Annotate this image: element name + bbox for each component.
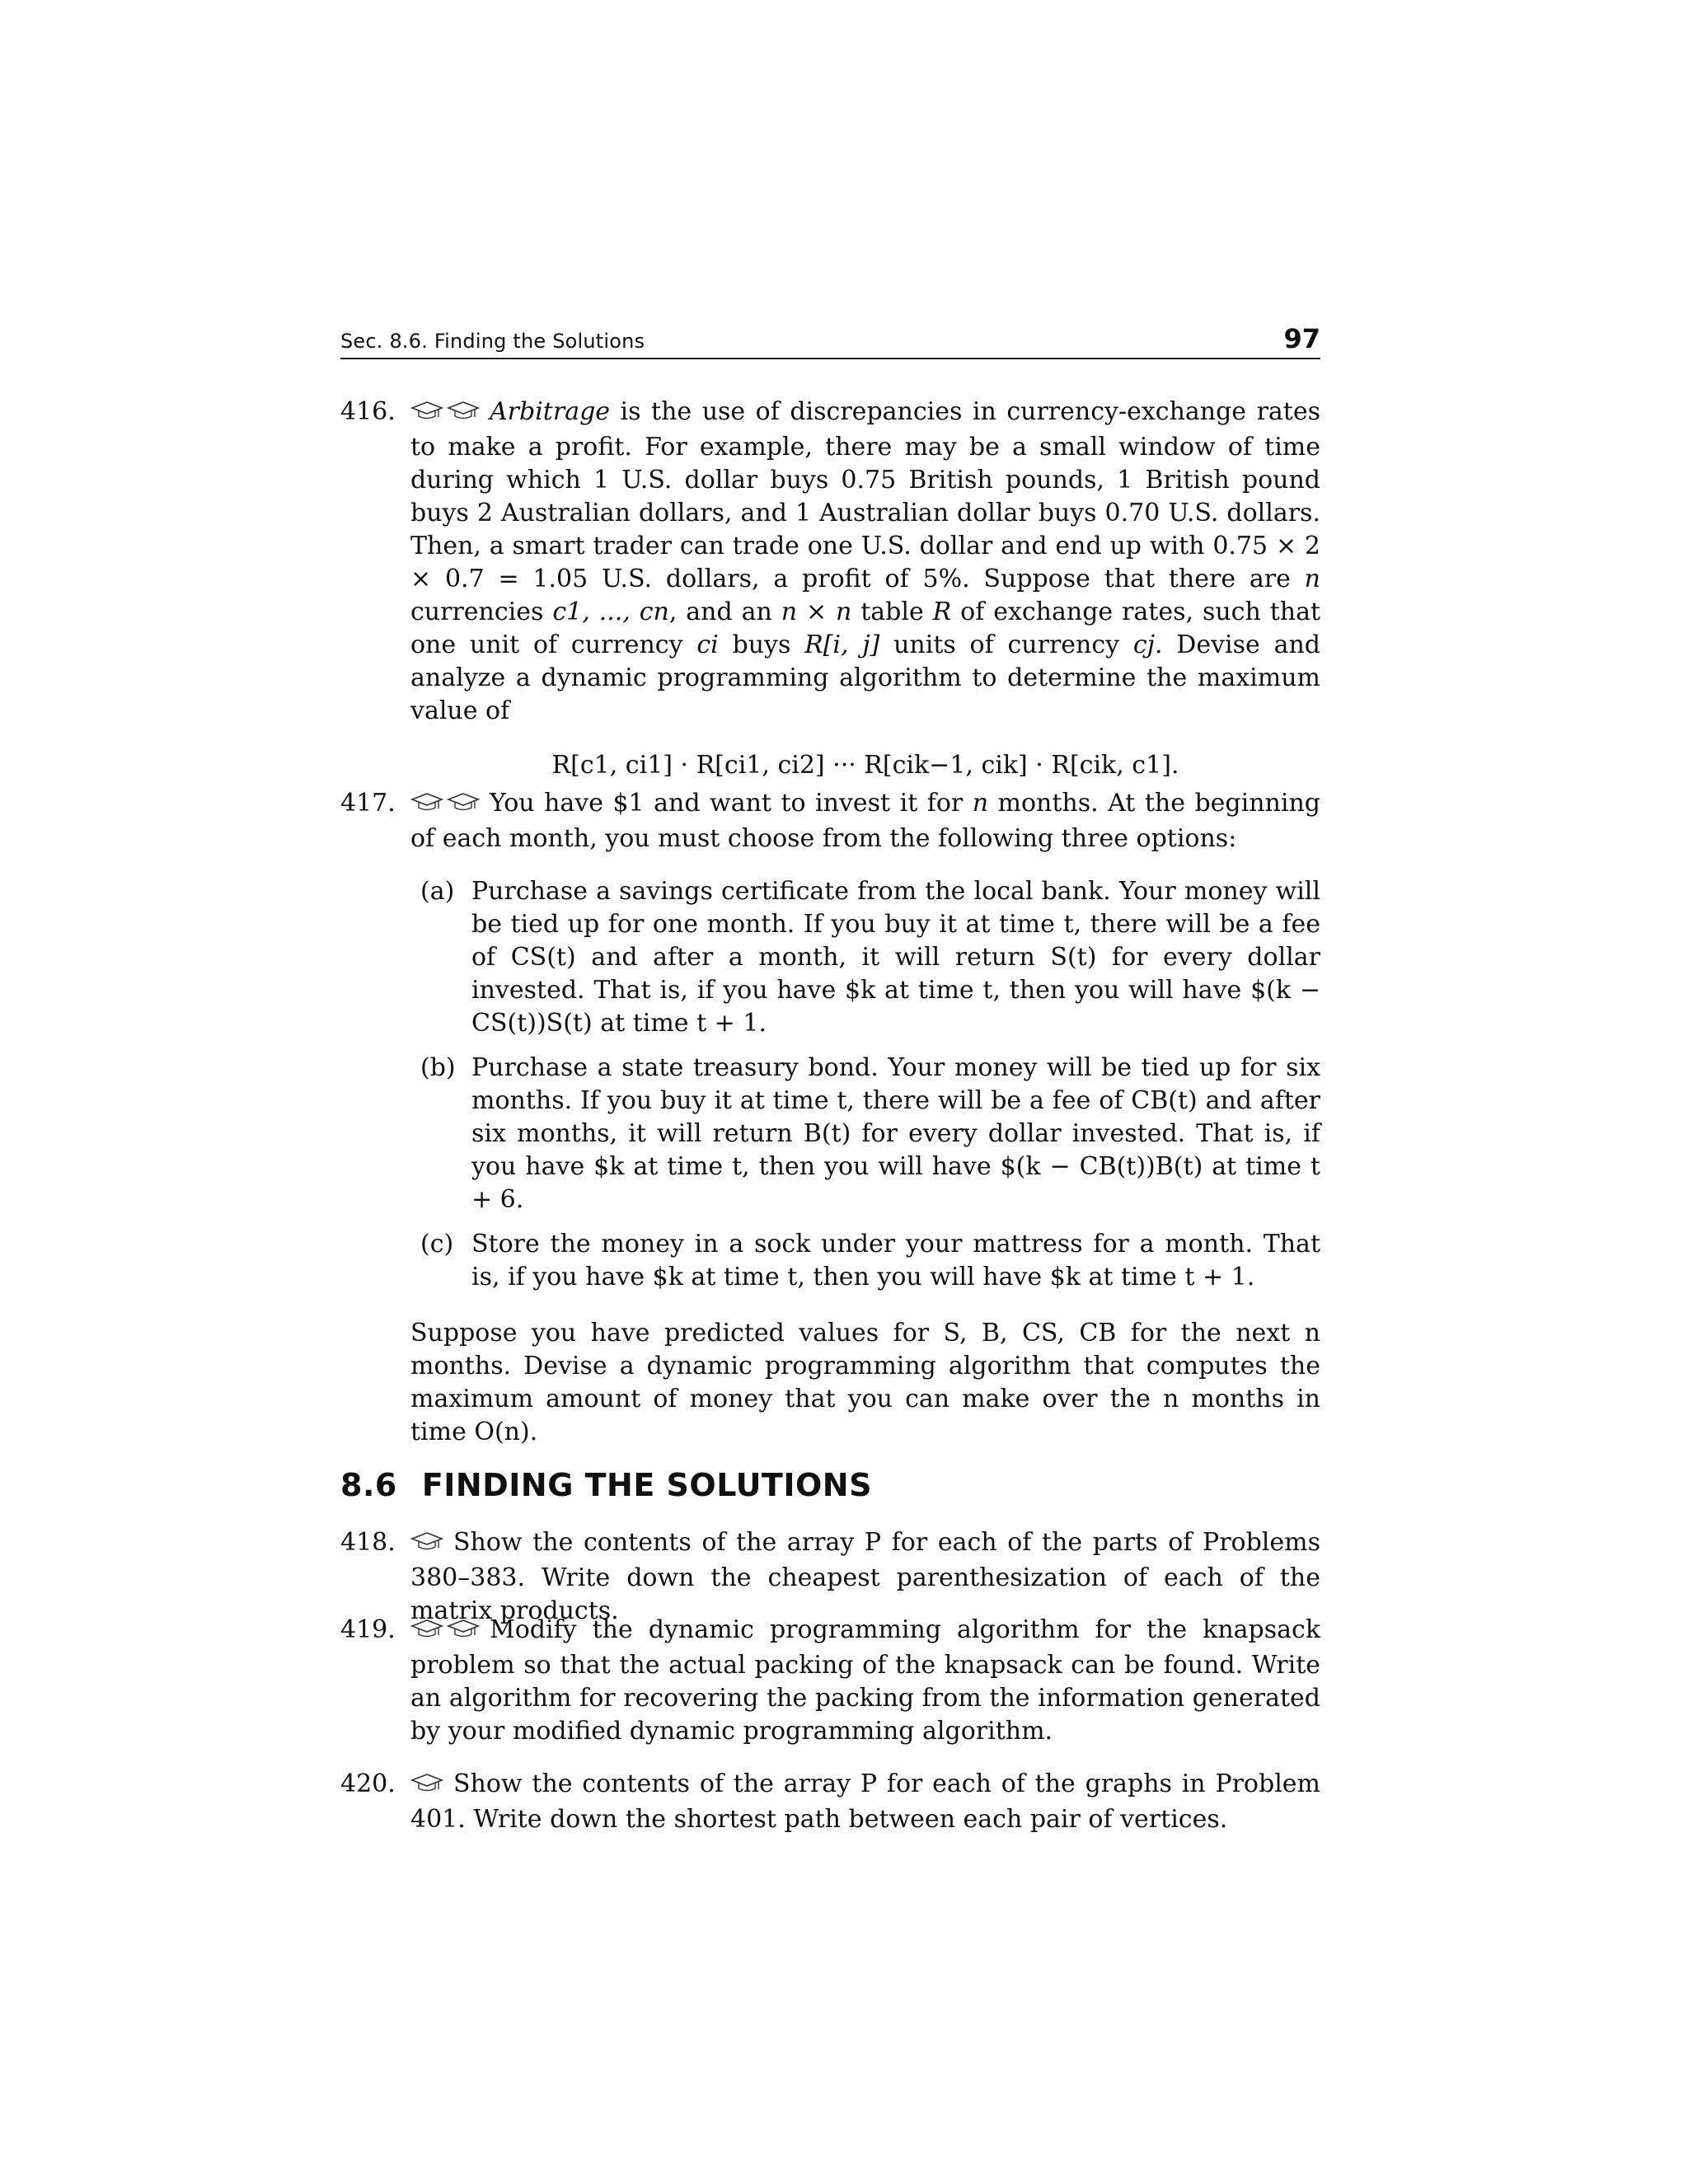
problem-420-text — [410, 1768, 1320, 1836]
problem-number: 417. — [340, 789, 396, 818]
option-a — [410, 875, 1320, 1040]
problem-419-text — [410, 1614, 1320, 1748]
problem-417 — [340, 787, 1320, 1449]
problem-416 — [340, 396, 1320, 782]
page-number: 97 — [1283, 323, 1320, 354]
text-run: Show the contents of the array P for each of the parts of Problems 380–383. Write down the cheapest parenthesization of each of the matrix products. — [410, 1528, 1320, 1625]
text-run: Show the contents of the array P for each of the graphs in Problem 401. Write down the shortest path between each pair of vertices. — [410, 1769, 1320, 1834]
option-text: Purchase a state treasury bond. Your money will be tied up for six months. If you buy it at time t, there will be a fee of CB(t) and after six months, it will return B(t) for every dollar invested. That is, if you have $k at time t, then you will have $(k − CB(t))B(t) at time t + 6. — [471, 1053, 1320, 1214]
graduation-cap-icon — [410, 1619, 443, 1640]
problem-417-text — [410, 787, 1320, 1449]
section-number: 8.6 — [340, 1467, 397, 1503]
option-label: (b) — [420, 1053, 456, 1082]
math-var: n — [972, 789, 989, 818]
graduation-cap-icon — [410, 1773, 443, 1794]
display-formula: R[c1, ci1] · R[ci1, ci2] ··· R[cik−1, cik] · R[cik, c1]. — [551, 751, 1179, 780]
math-seq: c1, ..., cn — [552, 598, 669, 626]
text-run: You have $1 and want to invest it for — [490, 789, 973, 818]
problem-417-closing: Suppose you have predicted values for S, B, CS, CB for the next n months. Devise a dynamic programming algorithm that computes the maximum amount of money that you can make over the n months in time O(n). — [410, 1319, 1320, 1446]
section-title: FINDING THE SOLUTIONS — [421, 1467, 872, 1503]
text-run: months. At the beginning of each month, you must choose from the following three options: — [410, 789, 1320, 853]
option-text: Purchase a savings certificate from the local bank. Your money will be tied up for one month. If you buy it at time t, there will be a fee of CS(t) and after a month, it will return S(t) for every dollar invested. That is, if you have $k at time t, then you will have $(k − CS(t))S(t) at time t + 1. — [471, 877, 1320, 1038]
section-heading — [340, 1467, 872, 1503]
graduation-cap-icon — [447, 1619, 480, 1640]
problem-number: 419. — [340, 1615, 396, 1644]
option-c — [410, 1228, 1320, 1294]
math-var: cj — [1132, 630, 1155, 659]
problem-418 — [340, 1526, 1320, 1628]
text-run: currencies — [410, 598, 553, 626]
math-var: ci — [696, 630, 719, 659]
option-label: (c) — [420, 1230, 454, 1258]
graduation-cap-icon — [447, 401, 480, 422]
option-b — [410, 1052, 1320, 1216]
problem-419 — [340, 1614, 1320, 1748]
option-label: (a) — [420, 877, 455, 906]
text-run: Modify the dynamic programming algorithm for the knapsack problem so that the actual packing of the knapsack can be found. Write an algorithm for recovering the packing from the information generated by your modified dynamic programming algorithm. — [410, 1615, 1320, 1746]
problem-418-text — [410, 1526, 1320, 1628]
term-arbitrage: Arbitrage — [490, 397, 611, 426]
difficulty-rating — [410, 1770, 447, 1803]
text-run: , and an — [668, 598, 781, 626]
math-dim: n × n — [781, 598, 852, 626]
option-text: Store the money in a sock under your mattress for a month. That is, if you have $k at time t, then you will have $k at time t + 1. — [471, 1230, 1320, 1291]
problem-number: 418. — [340, 1528, 396, 1557]
problem-420 — [340, 1768, 1320, 1836]
math-expr: R[i, j] — [804, 630, 880, 659]
graduation-cap-icon — [410, 1531, 443, 1553]
graduation-cap-icon — [410, 792, 443, 813]
difficulty-rating — [410, 1529, 447, 1562]
problem-number: 416. — [340, 397, 396, 426]
difficulty-rating — [410, 398, 483, 431]
text-run: . Devise and analyze a dynamic programming algorithm to determine the maximum value of — [410, 630, 1320, 725]
text-run: units of currency — [879, 630, 1133, 659]
problem-number: 420. — [340, 1769, 396, 1798]
text-run: is the use of discrepancies in currency-exchange rates to make a profit. For example, there may be a small window of time during which 1 U.S. dollar buys 0.75 British pounds, 1 British pound buys 2 Australian dollars, and 1 Australian dollar buys 0.70 U.S. dollars. Then, a smart trader can trade one U.S. dollar and end up with 0.75 × 2 × 0.7 = 1.05 U.S. dollars, a profit of 5%. Suppose that there are — [410, 397, 1320, 593]
page-header — [340, 321, 1320, 359]
text-run: buys — [718, 630, 805, 659]
difficulty-rating — [410, 1616, 483, 1649]
math-var: R — [932, 598, 952, 626]
text-run: table — [851, 598, 933, 626]
difficulty-rating — [410, 790, 483, 823]
graduation-cap-icon — [410, 401, 443, 422]
graduation-cap-icon — [447, 792, 480, 813]
running-head: Sec. 8.6. Finding the Solutions — [340, 330, 645, 353]
problem-416-text — [410, 396, 1320, 782]
math-var: n — [1304, 565, 1320, 593]
text-run: of exchange rates, such that one unit of currency — [410, 598, 1321, 659]
